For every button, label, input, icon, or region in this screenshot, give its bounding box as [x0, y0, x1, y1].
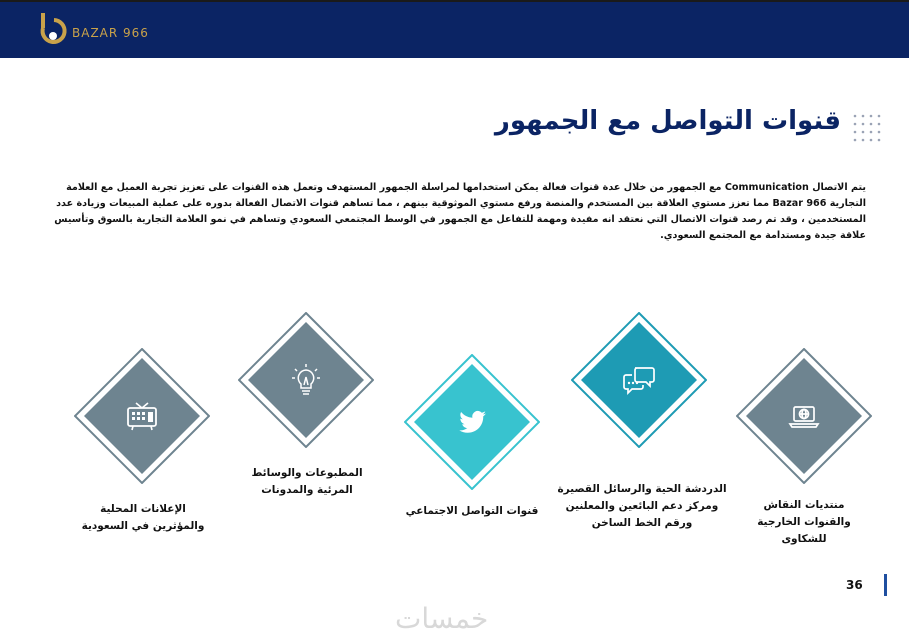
label-line: قنوات التواصل الاجتماعي — [405, 505, 539, 517]
channel-label — [552, 481, 732, 532]
channel-label — [389, 503, 555, 520]
bazar-logo-icon — [36, 12, 70, 48]
logo-text: BAZAR 966 — [72, 26, 149, 40]
lightbulb-idea-icon — [289, 363, 323, 397]
diamond-shape — [404, 354, 540, 490]
title-block — [387, 104, 887, 152]
page-number-accent-bar — [884, 574, 887, 596]
intro-paragraph: يتم الاتصال Communication مع الجمهور من خلال عدة قنوات فعالة يمكن استخدامها لمراسلة الجمهور المستهدف وتعمل هذه القنوات على تعزيز تجربة العميل مع العلامة التجارية Bazar 966 مما تعزز مستوي العلاقة بين المستخدم والمنصة ورفع مستوي الموثوقية بينهم ، مما تساهم قنوات الاتصال الفعالة بدوره على عملية المبيعات وزيادة عدد المستخدمين ، وقد تم رصد قنوات الاتصال التي نعتقد انه مفيدة ومهمة للتفاعل مع الجمهور في الوسط المجتمعي السعودي وتساهم في نمو العلامة التجارية بالسوق وتأسيس علاقة جيدة ومستدامة مع المجتمع السعودي. — [54, 182, 866, 241]
diamond-shape — [571, 312, 707, 448]
chat-bubbles-icon — [622, 363, 656, 397]
label-line: منتديات النقاش — [763, 499, 845, 511]
label-line: الإعلانات المحلية — [100, 503, 186, 515]
tv-icon — [125, 399, 159, 433]
diamond-shape — [736, 348, 872, 484]
label-line: ومركز دعم البائعين والمعلنين — [565, 500, 719, 512]
brand-logo — [36, 10, 149, 50]
header-bar — [0, 2, 909, 58]
laptop-globe-icon — [787, 399, 821, 433]
page-number: 36 — [846, 578, 863, 592]
dot-grid-icon — [851, 112, 883, 144]
label-line: الدردشة الحية والرسائل القصيرة — [557, 483, 727, 495]
diamond-shape — [74, 348, 210, 484]
label-line: المطبوعات والوسائط — [251, 467, 363, 479]
label-line: المرئية والمدونات — [261, 484, 353, 496]
channel-label — [734, 497, 874, 548]
page-title: قنوات التواصل مع الجمهور — [494, 106, 841, 136]
diamond-shape — [238, 312, 374, 448]
channel-label — [224, 465, 390, 499]
channel-label — [60, 501, 226, 535]
label-line: والمؤثرين في السعودية — [81, 520, 205, 532]
label-line: ورقم الخط الساخن — [591, 517, 693, 529]
label-line: للشكاوى — [781, 533, 827, 545]
watermark-text: خمسات — [395, 602, 489, 635]
twitter-bird-icon — [455, 405, 489, 439]
label-line: والقنوات الخارجية — [757, 516, 851, 528]
